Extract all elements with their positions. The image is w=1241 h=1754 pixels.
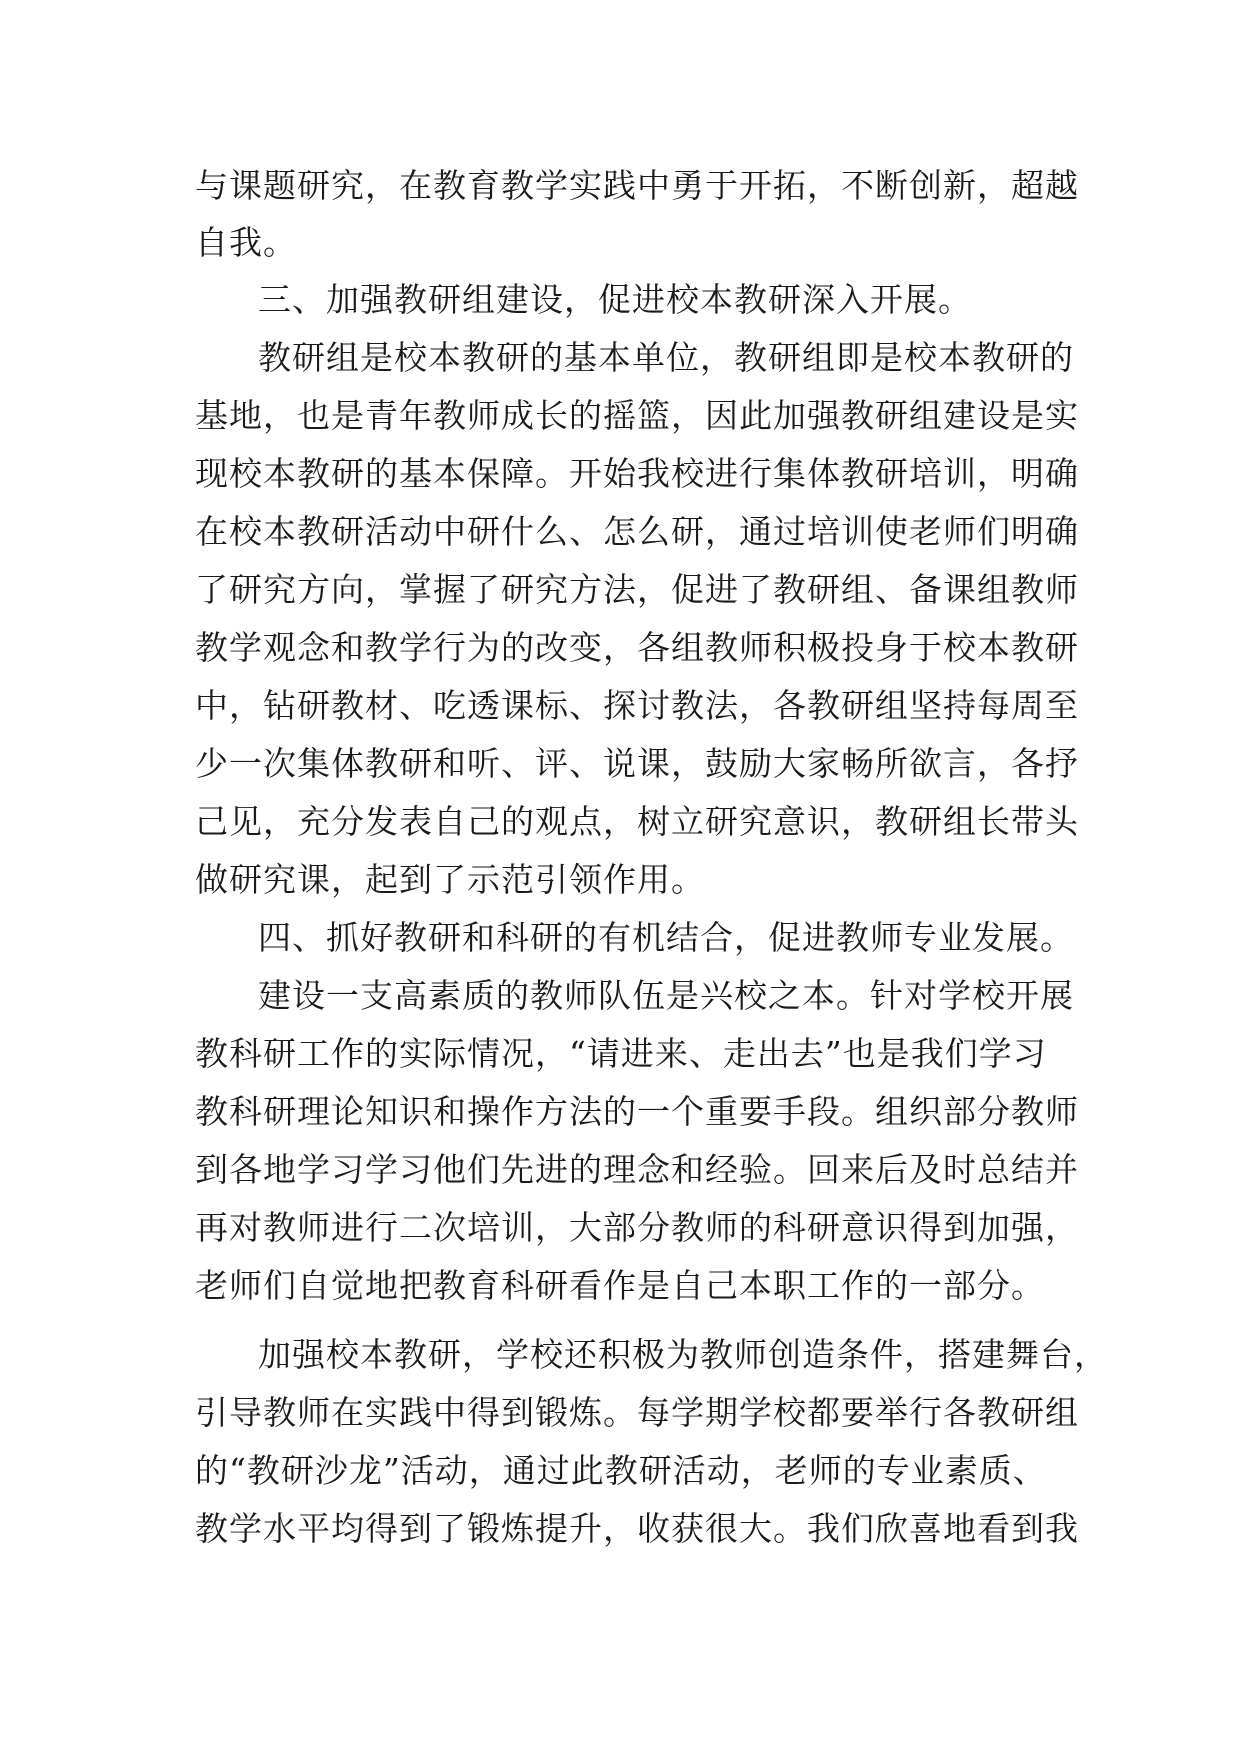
text-line: 再对教师进行二次培训，大部分教师的科研意识得到加强，: [195, 1208, 1079, 1247]
text-line: 到各地学习学习他们先进的理念和经验。回来后及时总结并: [195, 1150, 1079, 1189]
text-line: 引导教师在实践中得到锻炼。每学期学校都要举行各教研组: [195, 1393, 1079, 1432]
text-line: 教科研工作的实际情况，“请进来、走出去”也是我们学习: [195, 1034, 1047, 1073]
text-line: 加强校本教研，学校还积极为教师创造条件，搭建舞台，: [258, 1335, 1108, 1374]
text-line: 老师们自觉地把教育科研看作是自己本职工作的一部分。: [195, 1266, 1045, 1305]
text-line: 自我。: [195, 223, 297, 262]
text-line: 教研组是校本教研的基本单位，教研组即是校本教研的: [258, 338, 1074, 377]
text-line: 少一次集体教研和听、评、说课，鼓励大家畅所欲言，各抒: [195, 744, 1079, 783]
text-line: 基地，也是青年教师成长的摇篮，因此加强教研组建设是实: [195, 396, 1079, 435]
text-line: 教学水平均得到了锻炼提升，收获很大。我们欣喜地看到我: [195, 1509, 1079, 1548]
section-heading: 三、加强教研组建设，促进校本教研深入开展。: [258, 280, 972, 319]
text-line: 建设一支高素质的教师队伍是兴校之本。针对学校开展: [258, 976, 1074, 1015]
text-line: 的“教研沙龙”活动，通过此教研活动，老师的专业素质、: [195, 1451, 1047, 1490]
text-line: 教学观念和教学行为的改变，各组教师积极投身于校本教研: [195, 628, 1079, 667]
text-line: 教科研理论知识和操作方法的一个重要手段。组织部分教师: [195, 1092, 1079, 1131]
text-line: 中，钻研教材、吃透课标、探讨教法，各教研组坚持每周至: [195, 686, 1079, 725]
text-line: 现校本教研的基本保障。开始我校进行集体教研培训，明确: [195, 454, 1079, 493]
section-heading: 四、抓好教研和科研的有机结合，促进教师专业发展。: [258, 918, 1074, 957]
text-line: 做研究课，起到了示范引领作用。: [195, 860, 705, 899]
text-line: 了研究方向，掌握了研究方法，促进了教研组、备课组教师: [195, 570, 1079, 609]
text-line: 与课题研究，在教育教学实践中勇于开拓，不断创新，超越: [195, 166, 1079, 205]
text-line: 己见，充分发表自己的观点，树立研究意识，教研组长带头: [195, 802, 1079, 841]
text-line: 在校本教研活动中研什么、怎么研，通过培训使老师们明确: [195, 512, 1079, 551]
